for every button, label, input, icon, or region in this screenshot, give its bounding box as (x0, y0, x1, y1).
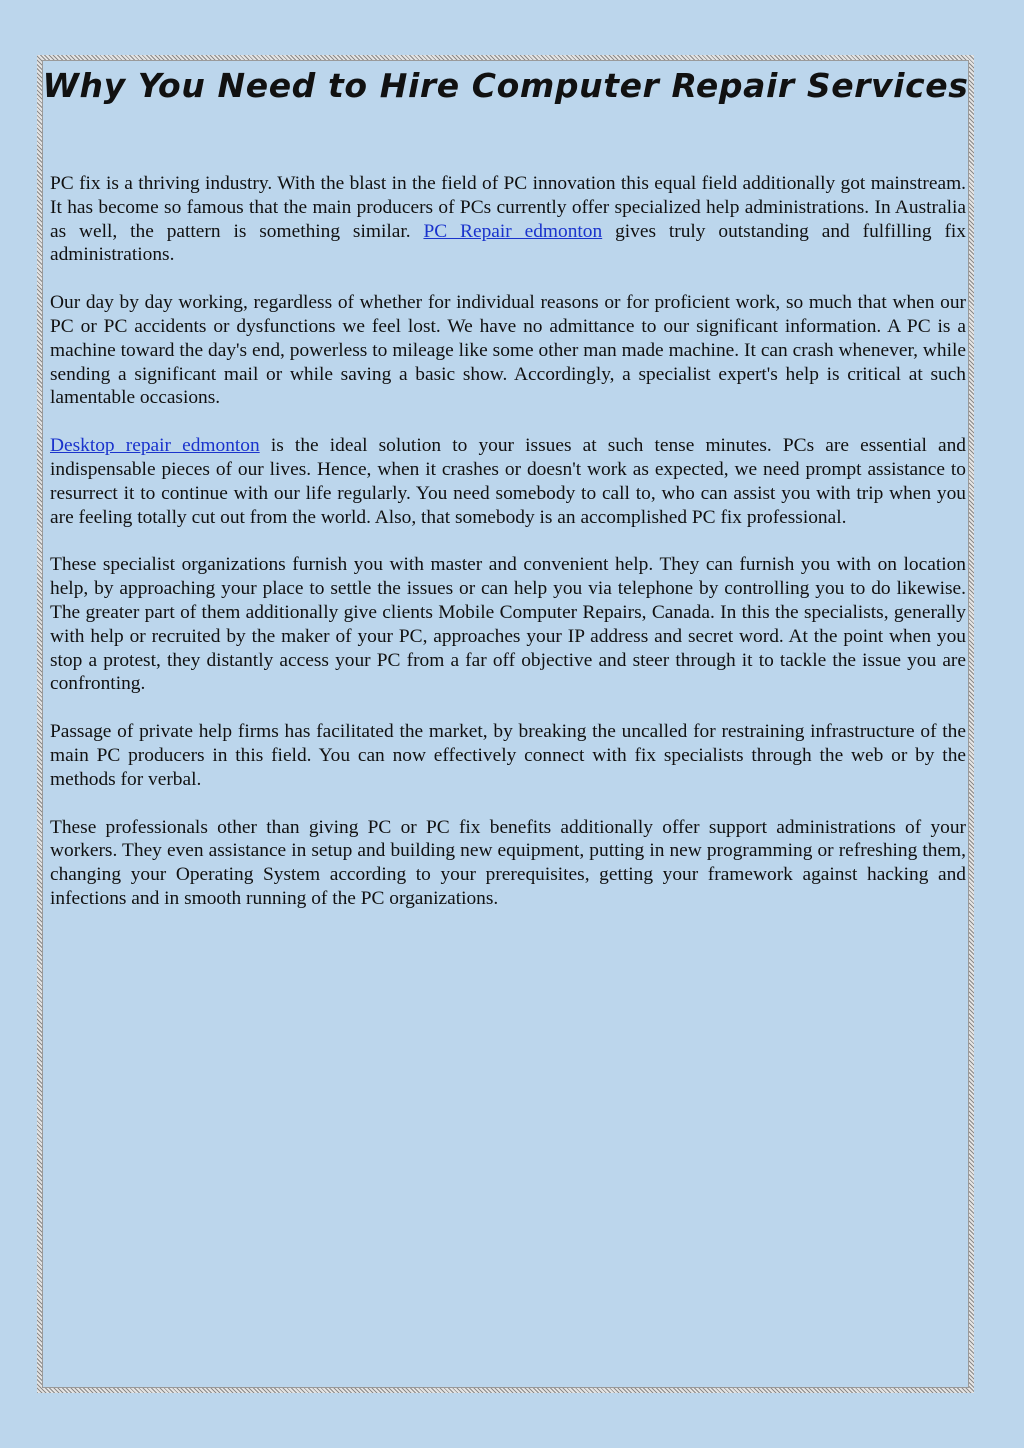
paragraph-3-text-after: is the ideal solution to your issues at such tense minutes. PCs are essential and indispensable pieces of our lives. Hence, when it crashes or doesn't work as expected, we need prompt assistance to resurrect it to continue with our life regularly. You need somebody to call to, who can assist you with trip when you are feeling totally cut out from the world. Also, that somebody is an accomplished PC fix professional. (50, 435, 967, 528)
paragraph-6: These professionals other than giving PC or PC fix benefits additionally offer support administrations of your workers. They even assistance in setup and building new equipment, putting in new programming or refreshing them, changing your Operating System according to your prerequisites, getting your framework against hacking and infections and in smooth running of the PC organizations. (50, 816, 966, 909)
page-frame-inner (42, 60, 969, 1388)
desktop-repair-edmonton-link[interactable]: Desktop repair edmonton (50, 435, 260, 457)
page-frame (37, 55, 974, 1393)
pc-repair-edmonton-link[interactable]: PC Repair edmonton (423, 220, 603, 242)
page-title: Why You Need to Hire Computer Repair Services (42, 66, 969, 105)
paragraph-2: Our day by day working, regardless of whether for individual reasons or for proficient work, so much that when our PC or PC accidents or dysfunctions we feel lost. We have no admittance to our significant information. A PC is a machine toward the day's end, powerless to mileage like some other man made machine. It can crash whenever, while sending a significant mail or while saving a basic show. Accordingly, a specialist expert's help is critical at such lamentable occasions. (50, 292, 966, 409)
paragraph-1 (50, 172, 966, 267)
paragraph-3 (50, 434, 966, 529)
paragraph-1-text-before: PC fix is a thriving industry. With the blast in the field of PC innovation this equal field additionally got mainstream. It has become so famous that the main producers of PCs currently offer specialized help administrations. In Australia as well, the pattern is something similar. (50, 173, 966, 242)
paragraph-5: Passage of private help firms has facilitated the market, by breaking the uncalled for restraining infrastructure of the main PC producers in this field. You can now effectively connect with fix specialists through the web or by the methods for verbal. (50, 721, 966, 790)
article-body (50, 172, 966, 935)
paragraph-1-text-after: gives truly outstanding and fulfilling fix administrations. (50, 220, 966, 266)
paragraph-4: These specialist organizations furnish you with master and convenient help. They can furnish you with on location help, by approaching your place to settle the issues or can help you via telephone by controlling you to do likewise. The greater part of them additionally give clients Mobile Computer Repairs, Canada. In this the specialists, generally with help or recruited by the maker of your PC, approaches your IP address and secret word. At the point when you stop a protest, they distantly access your PC from a far off objective and steer through it to tackle the issue you are confronting. (50, 554, 966, 695)
